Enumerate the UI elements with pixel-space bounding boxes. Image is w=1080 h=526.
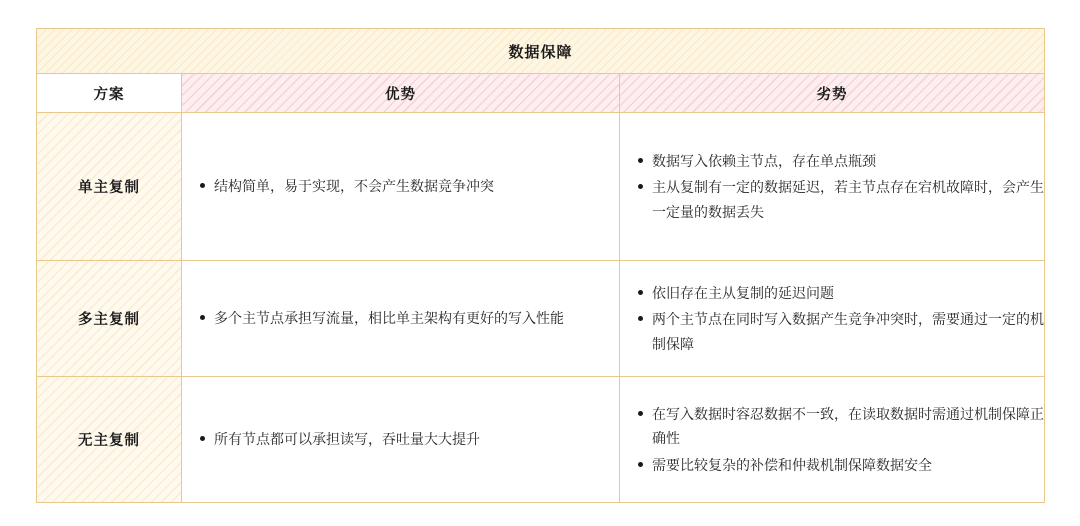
pros-list [182,174,619,198]
list-item: 两个主节点在同时写入数据产生竞争冲突时，需要通过一定的机制保障 [638,307,1044,355]
row-pros-cell [182,261,620,377]
list-item: 在写入数据时容忍数据不一致，在读取数据时需通过机制保障正确性 [638,402,1044,450]
list-item: 数据写入依赖主节点，存在单点瓶颈 [638,149,1044,173]
comparison-table-container [36,28,1044,503]
row-cons-cell [620,377,1045,503]
row-scheme-label: 无主复制 [37,377,182,503]
list-item: 多个主节点承担写流量，相比单主架构有更好的写入性能 [200,306,619,330]
cons-list [620,281,1044,355]
table-row [37,377,1045,503]
column-header-pros: 优势 [182,74,620,113]
pros-list [182,427,619,451]
column-header-cons: 劣势 [620,74,1045,113]
row-pros-cell [182,377,620,503]
row-cons-cell [620,113,1045,261]
table-title-row [37,29,1045,74]
table-row [37,113,1045,261]
row-cons-cell [620,261,1045,377]
cons-list [620,402,1044,476]
row-scheme-label: 多主复制 [37,261,182,377]
row-scheme-label: 单主复制 [37,113,182,261]
comparison-table [36,28,1045,503]
pros-list [182,306,619,330]
list-item: 依旧存在主从复制的延迟问题 [638,281,1044,305]
row-pros-cell [182,113,620,261]
table-row [37,261,1045,377]
list-item: 主从复制有一定的数据延迟，若主节点存在宕机故障时，会产生一定量的数据丢失 [638,175,1044,223]
table-header-row [37,74,1045,113]
list-item: 所有节点都可以承担读写，吞吐量大大提升 [200,427,619,451]
table-title: 数据保障 [37,29,1045,74]
list-item: 需要比较复杂的补偿和仲裁机制保障数据安全 [638,453,1044,477]
cons-list [620,149,1044,223]
column-header-scheme: 方案 [37,74,182,113]
list-item: 结构简单，易于实现，不会产生数据竞争冲突 [200,174,619,198]
